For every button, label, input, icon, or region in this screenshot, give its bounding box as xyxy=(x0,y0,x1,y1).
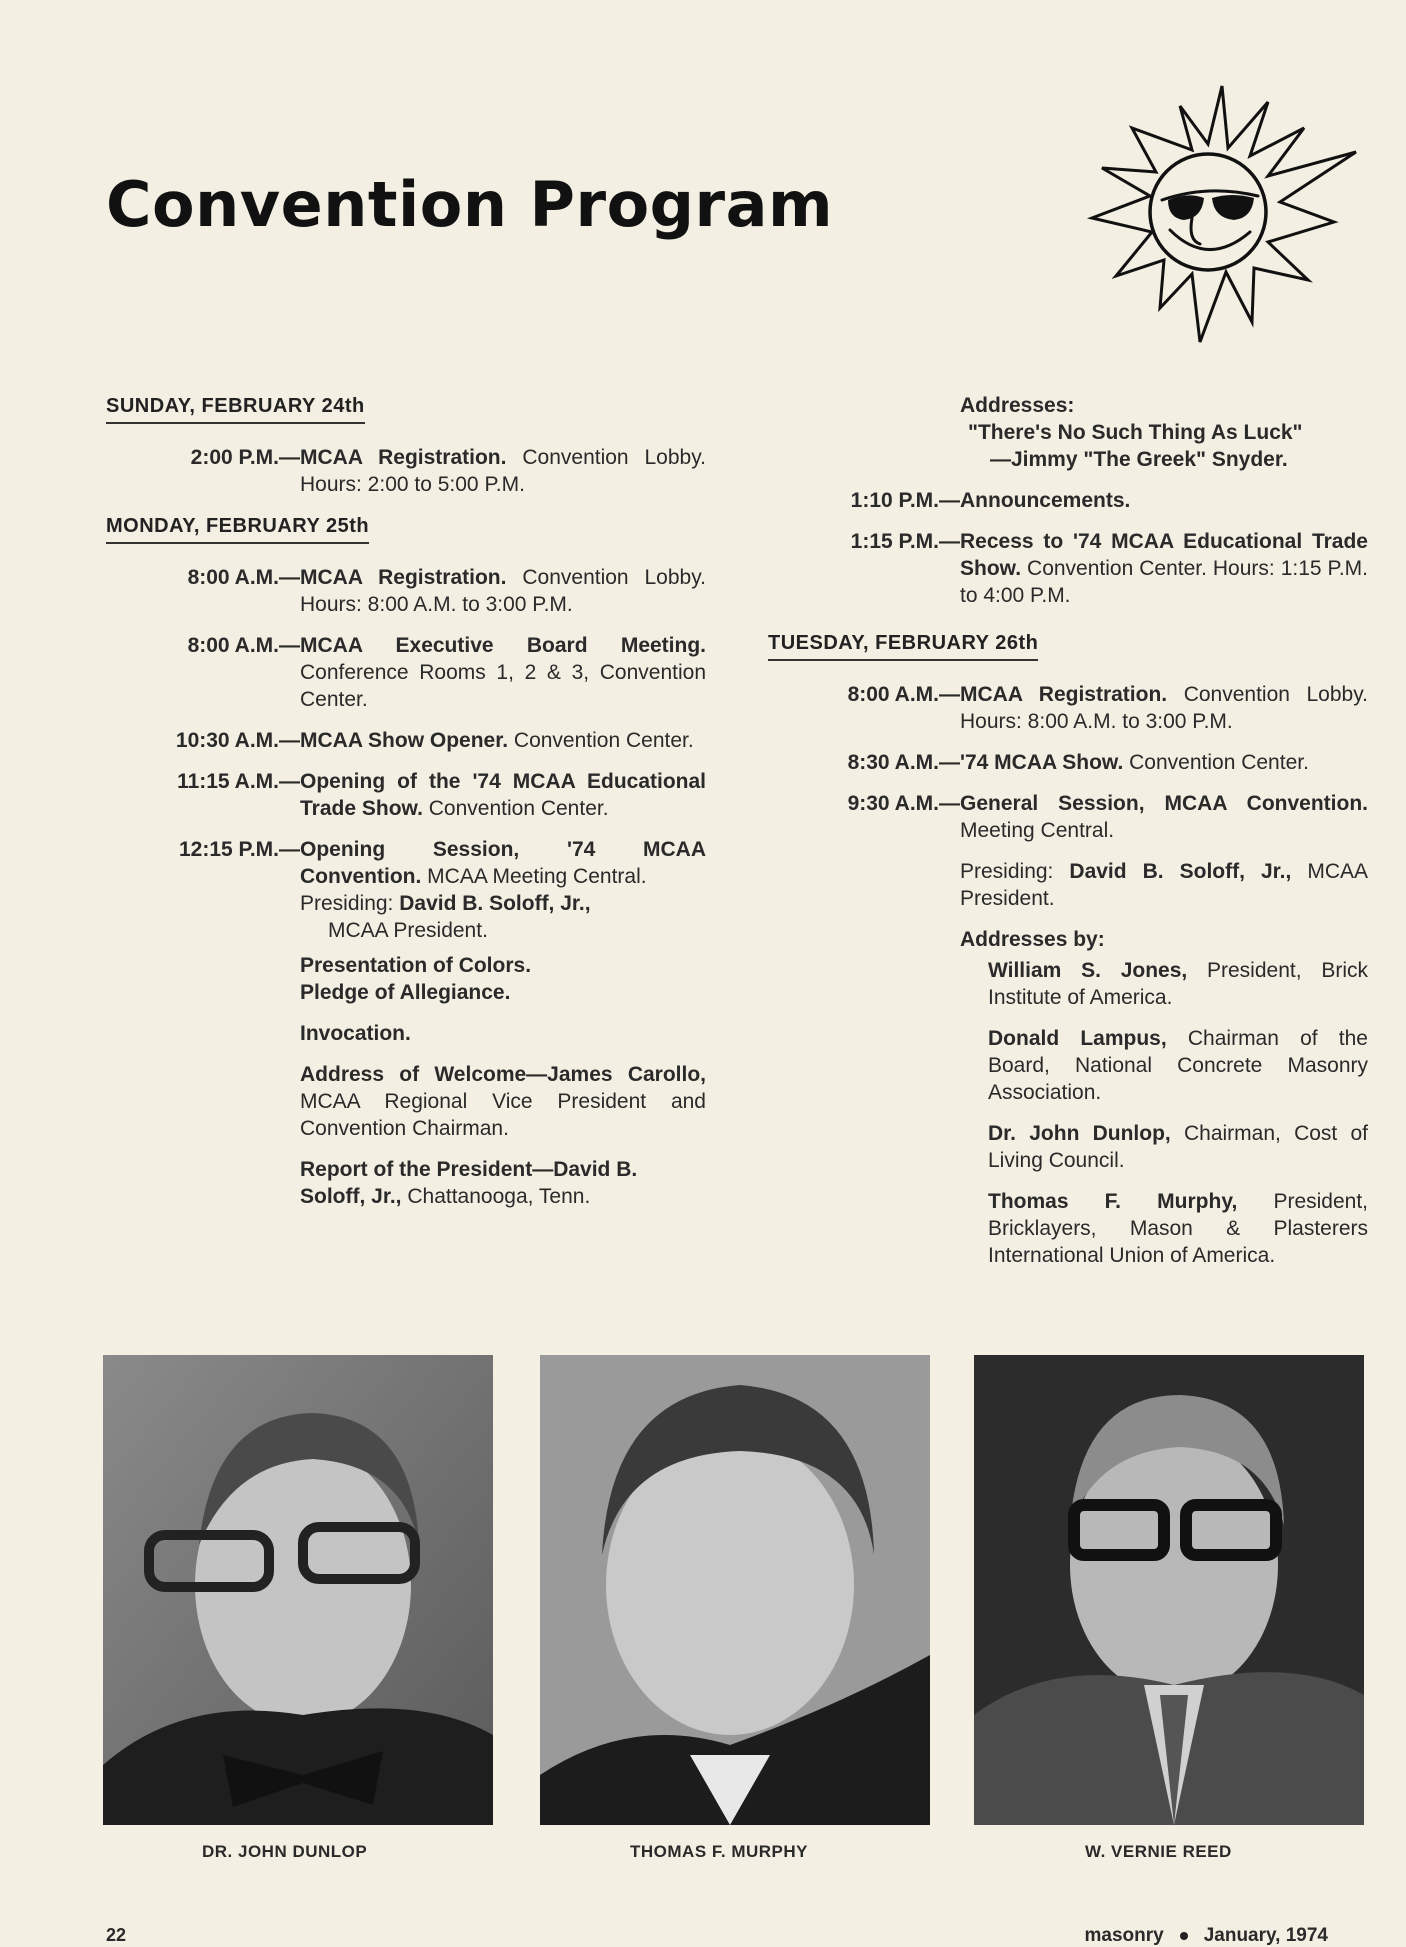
schedule-entry xyxy=(106,632,706,713)
entry-text: '74 MCAA Show. Convention Center. xyxy=(960,751,1309,774)
entry-text: Opening Session, '74 MCAA Convention. MCAA Meeting Central. Presiding: David B. Soloff, Jr., MCAA President. xyxy=(300,838,706,942)
addresses-block xyxy=(960,392,1368,473)
page-title: Convention Program xyxy=(106,168,834,241)
publication-name: masonry xyxy=(1084,1925,1164,1946)
speaker-item: Dr. John Dunlop, Chairman, Cost of Living Council. xyxy=(988,1122,1368,1172)
entry-text: Recess to '74 MCAA Educational Trade Show. Convention Center. Hours: 1:15 P.M. to 4:00 P.M. xyxy=(960,530,1368,607)
entry-time: 9:30 A.M.— xyxy=(847,792,960,815)
entry-time: 10:30 A.M.— xyxy=(175,729,300,752)
entry-time: 1:15 P.M.— xyxy=(850,530,960,553)
address-title: "There's No Such Thing As Luck" xyxy=(968,421,1303,444)
portrait-photo xyxy=(974,1355,1364,1825)
schedule-entry xyxy=(768,790,1368,844)
entry-text: MCAA Registration. Convention Lobby. Hours: 2:00 to 5:00 P.M. xyxy=(300,446,706,496)
entry-time: 11:15 A.M.— xyxy=(177,770,300,793)
speaker-item: Thomas F. Murphy, President, Bricklayers, Mason & Plasterers International Union of America. xyxy=(988,1190,1368,1267)
addresses-by-label: Addresses by: xyxy=(960,928,1105,951)
entry-time: 2:00 P.M.— xyxy=(190,446,300,469)
bullet-icon xyxy=(1180,1932,1188,1940)
program-item: Presentation of Colors. Pledge of Allegiance. xyxy=(300,954,532,1004)
entry-time: 8:00 A.M.— xyxy=(187,634,300,657)
program-item: Report of the President—David B. Soloff, Jr., Chattanooga, Tenn. xyxy=(300,1158,638,1208)
schedule-entry xyxy=(768,681,1368,735)
addresses-label: Addresses: xyxy=(960,394,1075,417)
issue-date: January, 1974 xyxy=(1203,1925,1328,1946)
schedule-entry xyxy=(106,768,706,822)
entry-text: Opening of the '74 MCAA Educational Trade Show. Convention Center. xyxy=(300,770,706,820)
photo-caption: DR. JOHN DUNLOP xyxy=(202,1842,368,1861)
portrait-photo xyxy=(540,1355,930,1825)
program-item: Address of Welcome—James Carollo, MCAA Regional Vice President and Convention Chairman. xyxy=(300,1063,706,1140)
schedule-entry xyxy=(106,836,706,944)
entry-text: MCAA Show Opener. Convention Center. xyxy=(300,729,694,752)
schedule-entry xyxy=(768,528,1368,609)
publication-footer xyxy=(1085,1925,1329,1947)
address-speaker: —Jimmy "The Greek" Snyder. xyxy=(990,448,1288,471)
day-heading: TUESDAY, FEBRUARY 26th xyxy=(768,630,1038,661)
entry-time: 8:30 A.M.— xyxy=(847,751,960,774)
day-heading: MONDAY, FEBRUARY 25th xyxy=(106,513,369,544)
entry-time: 12:15 P.M.— xyxy=(178,838,300,861)
speaker-item: Donald Lampus, Chairman of the Board, National Concrete Masonry Association. xyxy=(988,1027,1368,1104)
portrait-photo xyxy=(103,1355,493,1825)
schedule-entry xyxy=(106,564,706,618)
schedule-entry xyxy=(106,727,706,754)
photo-caption: THOMAS F. MURPHY xyxy=(630,1842,808,1861)
sun-sunglasses-icon xyxy=(1072,72,1368,360)
program-left-column xyxy=(106,392,706,1224)
entry-text: MCAA Executive Board Meeting. Conference Rooms 1, 2 & 3, Convention Center. xyxy=(300,634,706,711)
speaker-item: William S. Jones, President, Brick Institute of America. xyxy=(988,959,1368,1009)
presiding-line: Presiding: David B. Soloff, Jr., MCAA President. xyxy=(960,860,1368,910)
page-number: 22 xyxy=(106,1925,127,1945)
entry-text: MCAA Registration. Convention Lobby. Hours: 8:00 A.M. to 3:00 P.M. xyxy=(300,566,706,616)
schedule-entry xyxy=(106,444,706,498)
entry-text: General Session, MCAA Convention. Meeting Central. xyxy=(960,792,1368,842)
photo-caption: W. VERNIE REED xyxy=(1085,1842,1232,1861)
program-right-column xyxy=(768,392,1368,1283)
program-item: Invocation. xyxy=(300,1022,411,1045)
schedule-entry xyxy=(768,749,1368,776)
entry-text: MCAA Registration. Convention Lobby. Hours: 8:00 A.M. to 3:00 P.M. xyxy=(960,683,1368,733)
schedule-entry xyxy=(768,487,1368,514)
day-heading: SUNDAY, FEBRUARY 24th xyxy=(106,393,365,424)
entry-time: 8:00 A.M.— xyxy=(187,566,300,589)
entry-time: 1:10 P.M.— xyxy=(850,489,960,512)
entry-time: 8:00 A.M.— xyxy=(847,683,960,706)
entry-text: Announcements. xyxy=(960,489,1131,512)
